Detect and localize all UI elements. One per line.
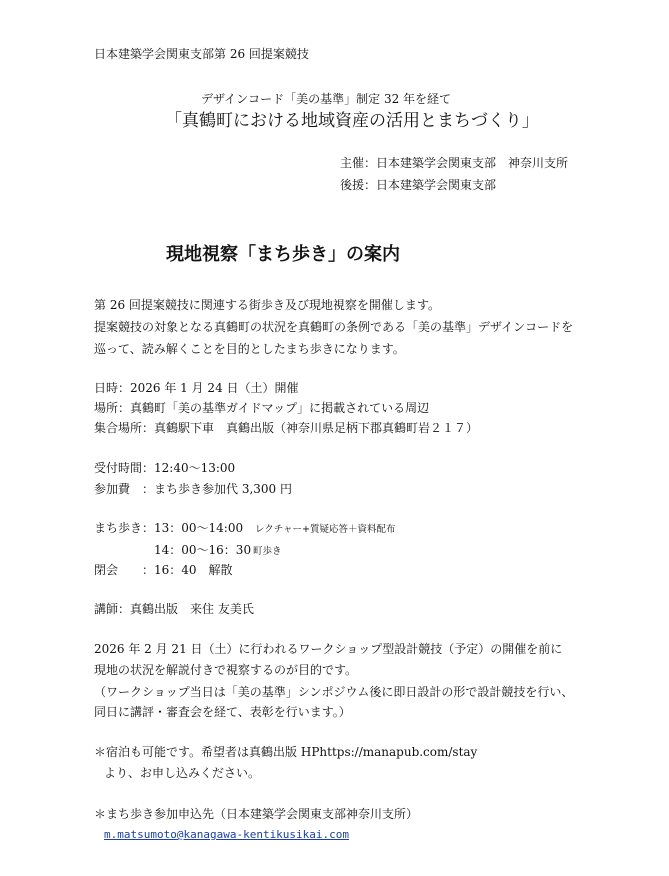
competition-subtitle: デザインコード「美の基準」制定 32 年を経て — [201, 92, 452, 106]
intro-line-3: 巡って、読み解くことを目的としたまち歩きになります。 — [94, 342, 405, 356]
organizer-line: 日本建築学会関東支部第 26 回提案競技 — [94, 47, 309, 61]
host-line: 主催：日本建築学会関東支部 神奈川支所 — [340, 156, 569, 170]
schedule-walk-2-time: 14：00～16：30 — [154, 543, 252, 557]
support-line: 後援：日本建築学会関東支部 — [340, 178, 497, 192]
intro-line-1: 第 26 回提案競技に関連する街歩き及び現地視察を開催します。 — [94, 298, 440, 312]
schedule-walk-1-note: レクチャー+質疑応答＋資料配布 — [255, 524, 396, 535]
reception-time: 受付時間：12:40～13:00 — [94, 461, 236, 475]
page-heading: 現地視察「まち歩き」の案内 — [166, 244, 400, 265]
purpose-line-3: （ワークショップ当日は「美の基準」シンポジウム後に即日設計の形で設計競技を行い、 — [94, 685, 574, 699]
lecturer-line: 講師：真鶴出版 来住 友美氏 — [94, 602, 254, 616]
schedule-walk-1: まち歩き：13：00～14:00 — [94, 521, 244, 535]
stay-line-1: ＊宿泊も可能です。希望者は真鶴出版 HPhttps://manapub.com/stay — [94, 745, 478, 759]
date-line: 日時：2026 年 1 月 24 日（土）開催 — [94, 381, 299, 395]
place-line: 場所：真鶴町「美の基準ガイドマップ」に掲載されている周辺 — [94, 401, 430, 415]
purpose-line-2: 現地の状況を解説付きで視察するのが目的です。 — [94, 663, 358, 677]
stay-line-2: より、お申し込みください。 — [104, 766, 261, 780]
fee-line: 参加費 ：まち歩き参加代 3,300 円 — [94, 482, 292, 496]
schedule-walk-2-note: 町歩き — [253, 546, 282, 557]
competition-title: 「真鶴町における地域資産の活用とまちづくり」 — [165, 111, 539, 131]
contact-email-link[interactable]: m.matsumoto@kanagawa-kentikusikai.com — [104, 828, 350, 841]
purpose-line-4: 同日に講評・審査会を経て、表彰を行います。） — [94, 705, 351, 719]
purpose-line-1: 2026 年 2 月 21 日（土）に行われるワークショップ型設計競技（予定）の開催を前に — [94, 642, 563, 656]
contact-label: ＊まち歩き参加申込先（日本建築学会関東支部神奈川支所） — [94, 807, 419, 821]
intro-line-2: 提案競技の対象となる真鶴町の状況を真鶴町の条例である「美の基準」デザインコードを — [94, 320, 574, 334]
meeting-line: 集合場所：真鶴駅下車 真鶴出版（神奈川県足柄下郡真鶴町岩２１７） — [94, 421, 479, 435]
schedule-close: 閉会 ：16：40 解散 — [94, 563, 233, 577]
